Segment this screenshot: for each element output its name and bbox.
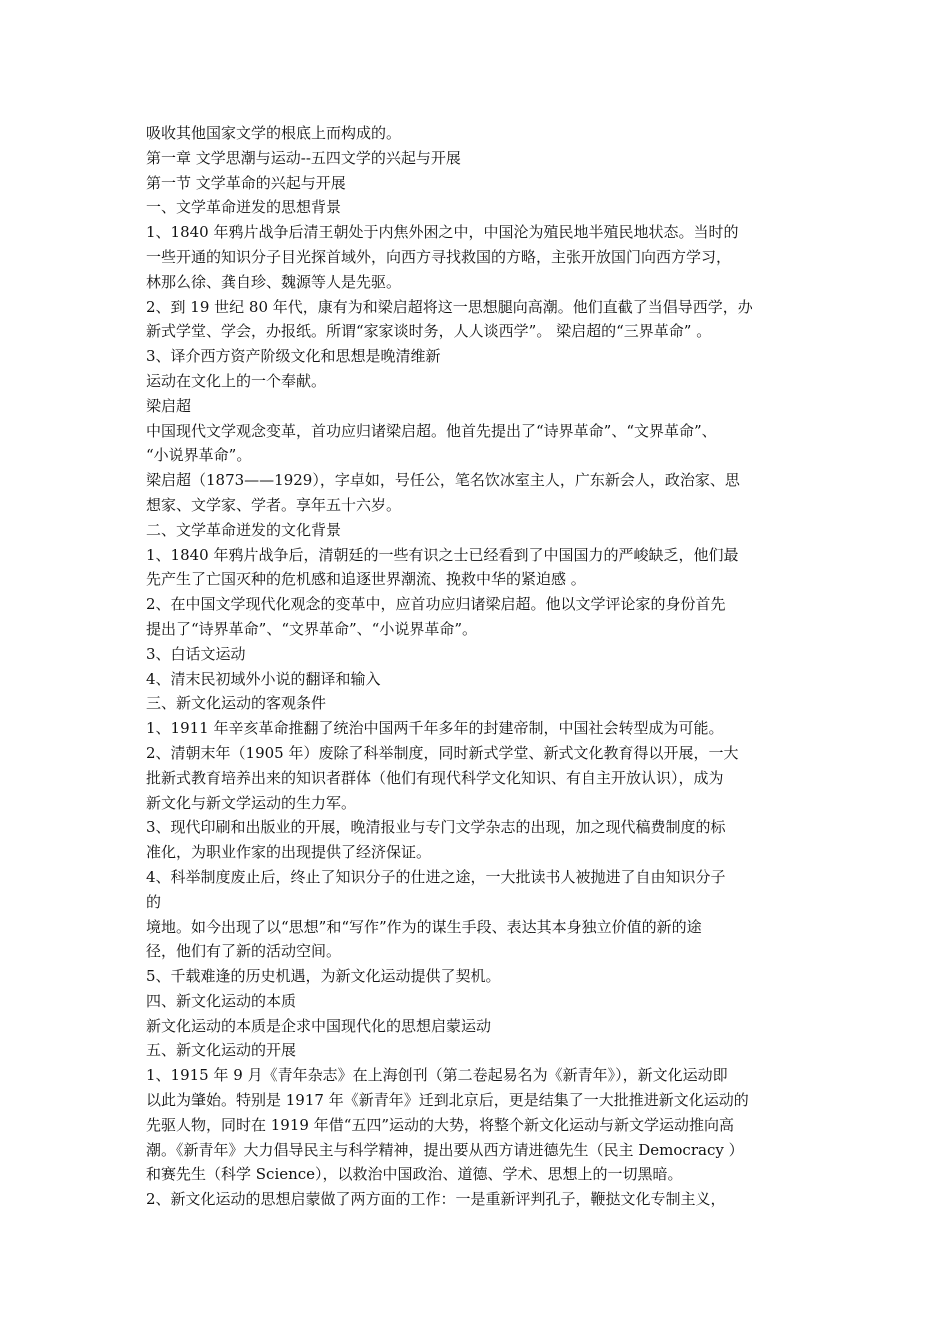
- text-line: 的: [146, 892, 162, 911]
- subsection-heading: 五、新文化运动的开展: [146, 1041, 297, 1060]
- text-line: 境地。如今出现了以“思想”和“写作”作为的谋生手段、表达其本身独立价值的新的途: [146, 917, 702, 936]
- text-line: 运动在文化上的一个奉献。: [146, 371, 327, 390]
- subsection-heading: 三、新文化运动的客观条件: [146, 694, 327, 713]
- text-line: “小说界革命”。: [146, 446, 252, 465]
- text-line: 先驱人物，同时在 1919 年借“五四”运动的大势，将整个新文化运动与新文学运动推向高: [146, 1115, 735, 1134]
- text-line: 5、千载难逢的历史机遇，为新文化运动提供了契机。: [146, 967, 501, 986]
- text-line: 批新式教育培养出来的知识者群体（他们有现代科学文化知识、有自主开放认识），成为: [146, 768, 724, 787]
- text-line: 3、白话文运动: [146, 644, 246, 663]
- text-line: 以此为肇始。特别是 1917 年《新青年》迁到北京后，更是结集了一大批推进新文化运动的: [146, 1091, 749, 1110]
- text-line: 准化，为职业作家的出现提供了经济保证。: [146, 843, 432, 862]
- text-line: 和赛先生（科学 Science），以救治中国政治、道德、学术、思想上的一切黑暗。: [146, 1165, 683, 1184]
- text-line: 1、1915 年 9 月《青年杂志》在上海创刊（第二卷起易名为《新青年》），新文化运动即: [146, 1066, 728, 1085]
- text-line: 径，他们有了新的活动空间。: [146, 942, 342, 961]
- subsection-heading: 四、新文化运动的本质: [146, 991, 297, 1010]
- text-line: 想家、文学家、学者。享年五十六岁。: [146, 495, 402, 514]
- text-line: 一些开通的知识分子目光探首域外，向西方寻找救国的方略，主张开放国门向西方学习，: [146, 247, 732, 266]
- text-line: 2、新文化运动的思想启蒙做了两方面的工作：一是重新评判孔子，鞭挞文化专制主义，: [146, 1190, 726, 1209]
- text-line: 1、1840 年鸦片战争后清王朝处于内焦外困之中，中国沦为殖民地半殖民地状态。当时的: [146, 223, 739, 242]
- text-line: 林那么徐、龚自珍、魏源等人是先驱。: [146, 272, 402, 291]
- text-line: 中国现代文学观念变革，首功应归诸梁启超。他首先提出了“诗界革命”、“文界革命”、: [146, 421, 717, 440]
- text-line: 4、科举制度废止后，终止了知识分子的仕进之途，一大批读书人被抛进了自由知识分子: [146, 867, 726, 886]
- text-line: 4、清末民初域外小说的翻译和输入: [146, 669, 381, 688]
- text-line: 梁启超: [146, 396, 192, 415]
- text-line: 3、译介西方资产阶级文化和思想是晚清维新: [146, 347, 441, 366]
- text-line: 潮。《新青年》大力倡导民主与科学精神，提出要从西方请进德先生（民主 Democracy ）: [146, 1140, 744, 1159]
- text-line: 先产生了亡国灭种的危机感和追逐世界潮流、挽救中华的紧迫感 。: [146, 570, 586, 589]
- subsection-heading: 二、文学革命迸发的文化背景: [146, 520, 342, 539]
- text-line: 1、1840 年鸦片战争后，清朝廷的一些有识之士已经看到了中国国力的严峻缺乏，他们最: [146, 545, 739, 564]
- text-line: 新式学堂、学会，办报纸。所谓“家家谈时务，人人谈西学”。 梁启超的“三界革命” 。: [146, 322, 712, 341]
- text-line: 吸收其他国家文学的根底上而构成的。: [146, 124, 402, 142]
- text-line: 2、清朝末年（1905 年）废除了科举制度，同时新式学堂、新式文化教育得以开展，一大: [146, 743, 739, 762]
- section-heading: 第一节 文学革命的兴起与开展: [146, 173, 346, 192]
- text-line: 新文化运动的本质是企求中国现代化的思想启蒙运动: [146, 1016, 492, 1035]
- subsection-heading: 一、文学革命迸发的思想背景: [146, 198, 342, 217]
- text-line: 3、现代印刷和出版业的开展，晚清报业与专门文学杂志的出现，加之现代稿费制度的标: [146, 818, 726, 837]
- document-body: [146, 121, 826, 1212]
- text-line: 1、1911 年辛亥革命推翻了统治中国两千年多年的封建帝制，中国社会转型成为可能。: [146, 719, 724, 738]
- text-line: 2、在中国文学现代化观念的变革中，应首功应归诸梁启超。他以文学评论家的身份首先: [146, 595, 726, 614]
- text-line: 2、到 19 世纪 80 年代，康有为和梁启超将这一思想腿向高潮。他们直截了当倡导西学，办: [146, 297, 753, 316]
- chapter-heading: 第一章 文学思潮与运动--五四文学的兴起与开展: [146, 148, 461, 167]
- text-line: 提出了“诗界革命”、“文界革命”、“小说界革命”。: [146, 619, 478, 638]
- text-line: 新文化与新文学运动的生力军。: [146, 793, 357, 812]
- text-line: 梁启超（1873——1929），字卓如，号任公，笔名饮冰室主人，广东新会人，政治家、思: [146, 471, 740, 490]
